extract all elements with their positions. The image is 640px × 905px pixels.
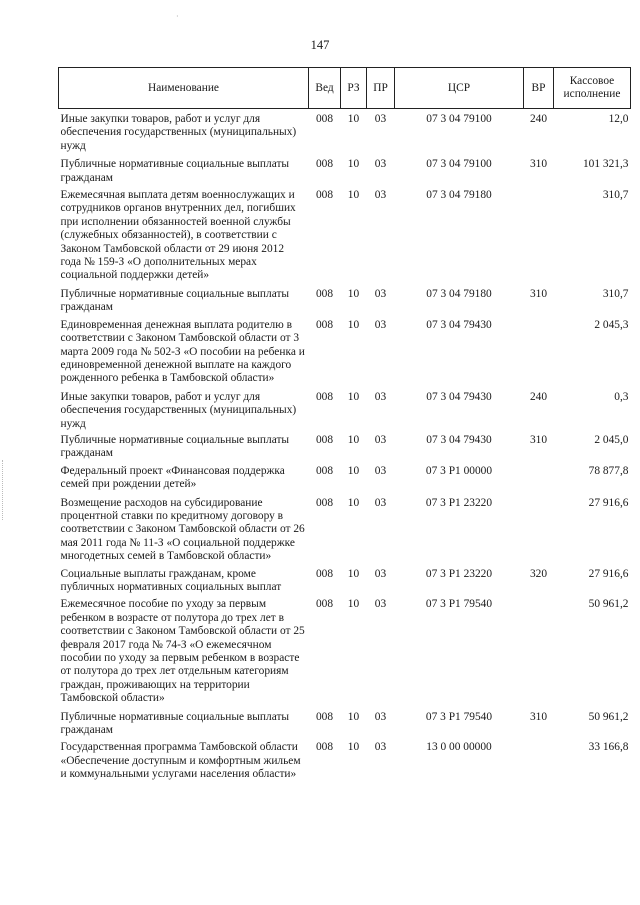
row-pr-cell: 03 bbox=[374, 741, 387, 754]
row-ved-cell: 008 bbox=[315, 464, 334, 477]
column-header-pr: ПР bbox=[367, 68, 395, 109]
row-vr-cell: 240 bbox=[529, 113, 548, 125]
row-rz-cell: 10 bbox=[347, 464, 360, 477]
row-name-cell: Иные закупки товаров, работ и услуг для обеспечения государственных (муниципальных) нужд bbox=[60, 113, 297, 152]
row-ved-cell: 008 bbox=[315, 158, 334, 171]
row-csr-cell: 07 3 P1 00000 bbox=[425, 464, 493, 477]
row-pr-cell: 03 bbox=[374, 567, 387, 580]
row-amount-cell: 33 166,8 bbox=[588, 741, 629, 754]
row-amount-cell: 0,3 bbox=[614, 390, 629, 403]
row-csr-cell: 07 3 P1 23220 bbox=[425, 496, 493, 509]
row-csr-cell: 07 3 P1 79540 bbox=[425, 598, 493, 611]
row-pr-cell: 03 bbox=[374, 390, 387, 403]
row-ved-cell: 008 bbox=[315, 710, 334, 723]
row-csr-cell: 07 3 04 79430 bbox=[426, 390, 492, 403]
row-ved-cell: 008 bbox=[315, 741, 334, 754]
row-rz-cell: 10 bbox=[347, 598, 360, 611]
row-amount-cell: 78 877,8 bbox=[588, 464, 629, 477]
row-ved-cell: 008 bbox=[315, 567, 334, 580]
row-amount-cell: 310,7 bbox=[602, 287, 629, 300]
row-name-cell: Социальные выплаты гражданам, кроме публичных нормативных социальных выплат bbox=[60, 567, 282, 593]
row-vr-cell bbox=[524, 461, 554, 492]
row-vr-cell: 310 bbox=[529, 710, 548, 723]
row-ved-cell: 008 bbox=[315, 287, 334, 300]
row-pr-cell: 03 bbox=[374, 287, 387, 300]
row-csr-cell: 07 3 04 79430 bbox=[426, 433, 492, 446]
row-rz-cell: 10 bbox=[347, 496, 360, 509]
row-amount-cell: 2 045,0 bbox=[594, 433, 629, 446]
page-number: 147 bbox=[310, 38, 330, 52]
row-vr-cell: 320 bbox=[529, 567, 548, 580]
row-csr-cell: 07 3 04 79100 bbox=[426, 113, 492, 125]
row-name-cell: Единовременная денежная выплата родителю в соответствии с Законом Тамбовской области от 3 марта 2009 года № 502-З «О пособии на ребенка и единовременной денежной выплате на каждого рожденного ребенка в Тамбовской области» bbox=[60, 318, 305, 385]
row-pr-cell: 03 bbox=[374, 496, 387, 509]
row-name-cell: Публичные нормативные социальные выплаты гражданам bbox=[60, 710, 290, 737]
row-rz-cell: 10 bbox=[347, 433, 360, 446]
row-csr-cell: 07 3 04 79180 bbox=[426, 189, 492, 202]
row-pr-cell: 03 bbox=[374, 598, 387, 611]
table-row bbox=[59, 594, 631, 705]
row-name-cell: Возмещение расходов на субсидирование процентной ставки по кредитному договору в соответствии с Законом Тамбовской области от 26 мая 2011 года № 11-З «О социальной поддержке многодетных семей в Тамбовской области» bbox=[60, 496, 305, 563]
table-row bbox=[59, 492, 631, 564]
scan-mark: · bbox=[176, 12, 179, 21]
row-csr-cell: 07 3 04 79430 bbox=[426, 318, 492, 331]
row-vr-cell bbox=[524, 737, 554, 781]
row-amount-cell: 12,0 bbox=[608, 113, 629, 125]
row-rz-cell: 10 bbox=[347, 287, 360, 300]
table-body bbox=[59, 109, 631, 782]
row-name-cell: Иные закупки товаров, работ и услуг для обеспечения государственных (муниципальных) нужд bbox=[60, 390, 297, 430]
row-amount-cell: 101 321,3 bbox=[582, 158, 629, 171]
row-name-cell: Публичные нормативные социальные выплаты гражданам bbox=[60, 287, 290, 314]
row-name-cell: Ежемесячная выплата детям военнослужащих и сотрудников органов внутренних дел, погибших при исполнении обязанностей военной службы (служебных обязанностей), в соответствии с Законом Тамбовской области от 29 июня 2012 года № 159-З «О дополнительных мерах социальной поддержки детей» bbox=[60, 189, 296, 282]
table-row bbox=[59, 153, 631, 185]
row-rz-cell: 10 bbox=[347, 158, 360, 171]
scan-edge-mark bbox=[2, 460, 6, 520]
row-vr-cell: 310 bbox=[529, 433, 548, 446]
row-pr-cell: 03 bbox=[374, 158, 387, 171]
row-amount-cell: 27 916,6 bbox=[588, 496, 629, 509]
row-csr-cell: 07 3 04 79180 bbox=[426, 287, 492, 300]
column-header-rz: РЗ bbox=[341, 68, 367, 109]
row-pr-cell: 03 bbox=[374, 189, 387, 202]
table-row bbox=[59, 315, 631, 386]
row-ved-cell: 008 bbox=[315, 496, 334, 509]
row-rz-cell: 10 bbox=[347, 567, 360, 580]
row-amount-cell: 50 961,2 bbox=[588, 598, 629, 611]
table-row bbox=[59, 737, 631, 781]
row-vr-cell: 310 bbox=[529, 287, 548, 300]
row-vr-cell: 240 bbox=[529, 390, 548, 403]
row-vr-cell bbox=[524, 594, 554, 705]
row-name-cell: Ежемесячное пособие по уходу за первым ребенком в возрасте от полутора до трех лет в соответствии с Законом Тамбовской области от 25 февраля 2017 года № 74-З «О ежемесячном пособии по уходу за первым ребенком в возрасте от полутора до трех лет отдельным категориям граждан, проживающих на территории Тамбовской области» bbox=[60, 598, 305, 705]
table-row bbox=[59, 283, 631, 315]
row-vr-cell bbox=[524, 492, 554, 564]
column-header-vr: ВР bbox=[524, 68, 554, 109]
column-header-name: Наименование bbox=[59, 68, 309, 109]
row-pr-cell: 03 bbox=[374, 464, 387, 477]
column-header-amount: Кассовое исполнение bbox=[554, 68, 631, 109]
budget-table bbox=[58, 67, 631, 782]
row-ved-cell: 008 bbox=[315, 433, 334, 446]
row-ved-cell: 008 bbox=[315, 318, 334, 331]
table-row bbox=[59, 461, 631, 492]
row-ved-cell: 008 bbox=[315, 390, 334, 403]
row-pr-cell: 03 bbox=[374, 710, 387, 723]
row-amount-cell: 310,7 bbox=[602, 189, 629, 202]
row-csr-cell: 07 3 04 79100 bbox=[426, 158, 492, 171]
row-vr-cell: 310 bbox=[529, 158, 548, 171]
row-name-cell: Публичные нормативные социальные выплаты гражданам bbox=[60, 433, 290, 460]
row-pr-cell: 03 bbox=[374, 113, 387, 125]
row-rz-cell: 10 bbox=[347, 741, 360, 754]
row-csr-cell: 07 3 P1 23220 bbox=[425, 567, 493, 580]
row-name-cell: Федеральный проект «Финансовая поддержка семей при рождении детей» bbox=[60, 464, 285, 491]
row-name-cell: Публичные нормативные социальные выплаты гражданам bbox=[60, 158, 290, 184]
row-name-cell: Государственная программа Тамбовской области «Обеспечение доступным и комфортным жильем и коммунальными услугами населения области» bbox=[60, 741, 301, 781]
table-row bbox=[59, 564, 631, 595]
row-csr-cell: 07 3 P1 79540 bbox=[425, 710, 493, 723]
row-csr-cell: 13 0 00 00000 bbox=[426, 741, 492, 754]
table-row bbox=[59, 386, 631, 431]
row-vr-cell bbox=[524, 185, 554, 283]
row-rz-cell: 10 bbox=[347, 710, 360, 723]
row-ved-cell: 008 bbox=[315, 113, 334, 125]
row-pr-cell: 03 bbox=[374, 318, 387, 331]
row-rz-cell: 10 bbox=[347, 390, 360, 403]
row-ved-cell: 008 bbox=[315, 598, 334, 611]
row-amount-cell: 50 961,2 bbox=[588, 710, 629, 723]
row-ved-cell: 008 bbox=[315, 189, 334, 202]
column-header-ved: Вед bbox=[309, 68, 341, 109]
row-rz-cell: 10 bbox=[347, 189, 360, 202]
column-header-csr: ЦСР bbox=[395, 68, 524, 109]
table-header-row bbox=[59, 68, 631, 109]
row-amount-cell: 2 045,3 bbox=[594, 318, 629, 331]
row-amount-cell: 27 916,6 bbox=[588, 567, 629, 580]
table-row bbox=[59, 431, 631, 461]
table-row bbox=[59, 109, 631, 154]
row-vr-cell bbox=[524, 315, 554, 386]
table-row bbox=[59, 185, 631, 283]
row-pr-cell: 03 bbox=[374, 433, 387, 446]
table-row bbox=[59, 706, 631, 738]
row-rz-cell: 10 bbox=[347, 318, 360, 331]
row-rz-cell: 10 bbox=[347, 113, 360, 125]
